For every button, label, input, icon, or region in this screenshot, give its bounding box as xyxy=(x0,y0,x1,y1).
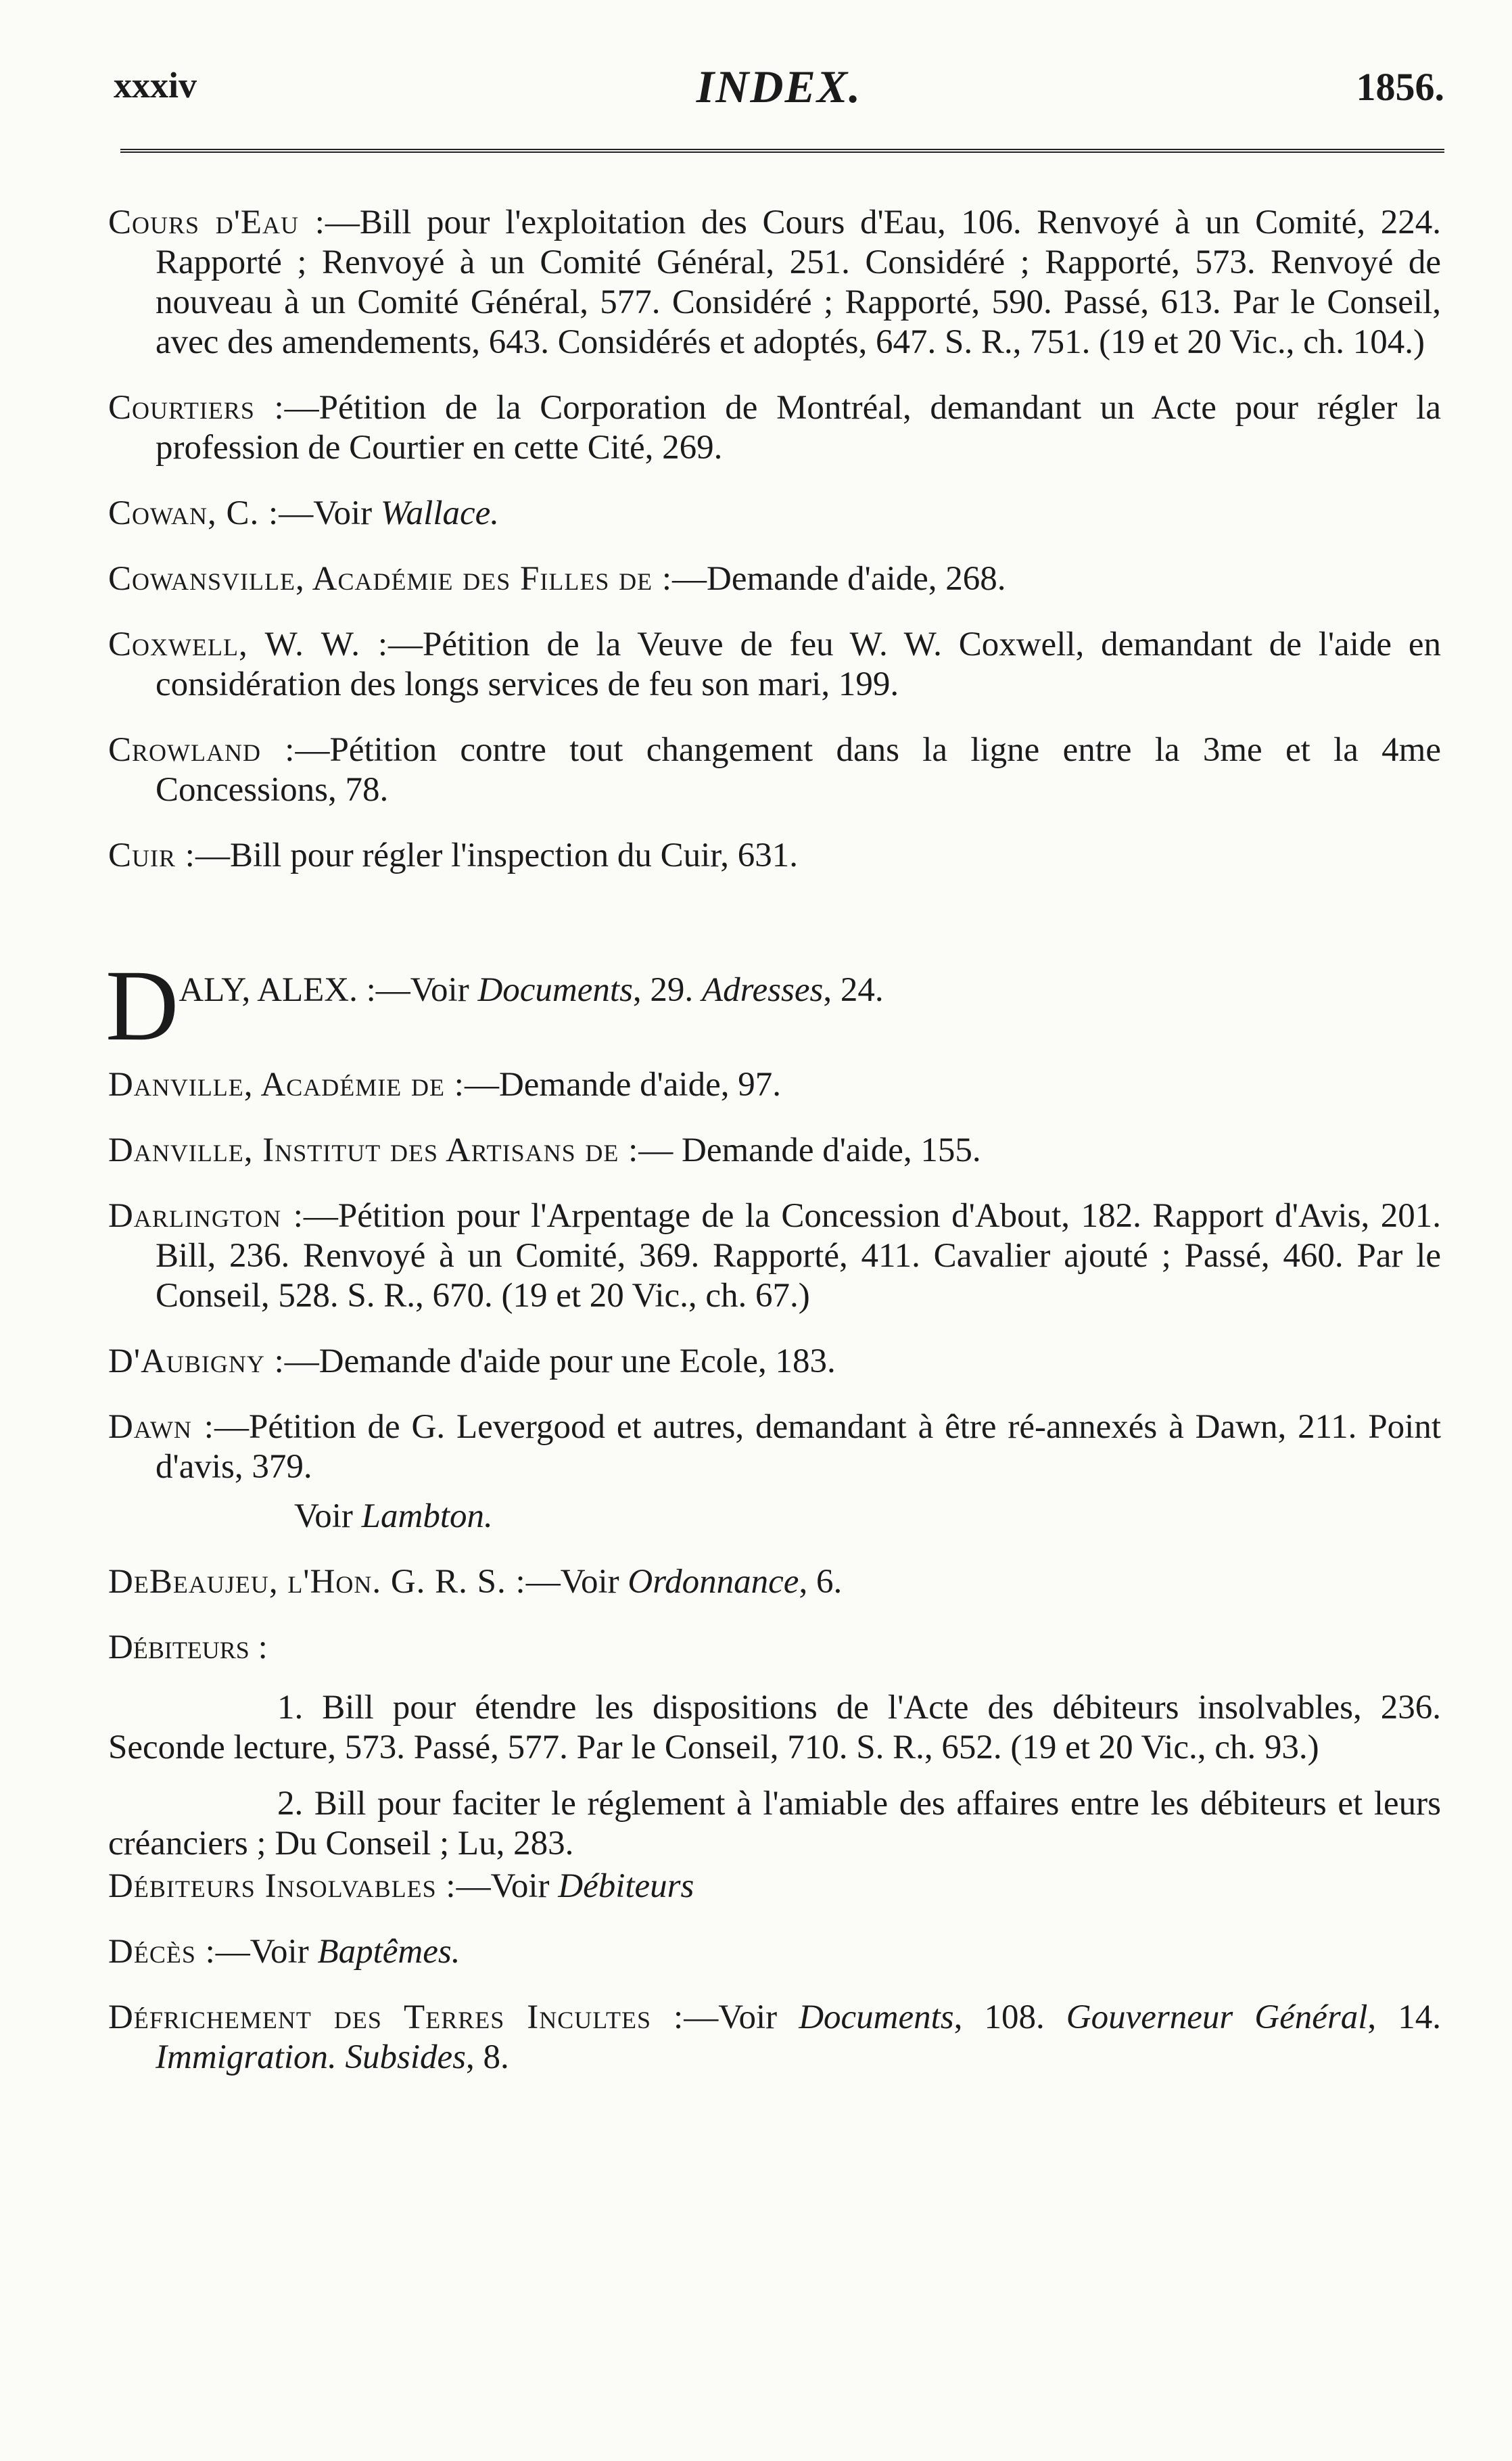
entry-deces: Décès :—Voir Baptêmes. xyxy=(108,1933,460,1971)
entry-dawn-voir: Voir Lambton. xyxy=(294,1497,493,1535)
entry-coxwell: Coxwell, W. W. :—Pétition de la Veuve de feu W. W. Coxwell, demandant de l'aide en considération des longs services de feu son mari, 199. xyxy=(108,626,1441,703)
entry-courtiers: Courtiers :—Pétition de la Corporation de Montréal, demandant un Acte pour régler la profession de Courtier en cette Cité, 269. xyxy=(108,389,1441,467)
entry-cowan: Cowan, C. :—Voir Wallace. xyxy=(108,494,500,532)
entry-danville-institut: Danville, Institut des Artisans de :— Demande d'aide, 155. xyxy=(108,1131,981,1169)
entry-crowland: Crowland :—Pétition contre tout changement dans la ligne entre la 3me et la 4me Concessions, 78. xyxy=(108,731,1441,809)
header-rule xyxy=(120,149,1444,155)
debiteurs-heading: Débiteurs : xyxy=(108,1628,268,1666)
page-number: xxxiv xyxy=(114,65,197,106)
drop-cap: D xyxy=(105,950,179,1062)
page-title: INDEX. xyxy=(696,61,862,112)
entry-cowansville: Cowansville, Académie des Filles de :—Demande d'aide, 268. xyxy=(108,560,1006,598)
entry-debiteurs-insolvables: Débiteurs Insolvables :—Voir Débiteurs xyxy=(108,1867,694,1905)
entry-daly: DALY, ALEX. :—Voir Documents, 29. Adresses, 24. xyxy=(105,950,884,1062)
entry-debeaujeu: DeBeaujeu, l'Hon. G. R. S. :—Voir Ordonnance, 6. xyxy=(108,1563,843,1601)
entry-cours-d-eau: Cours d'Eau :—Bill pour l'exploitation des Cours d'Eau, 106. Renvoyé à un Comité, 224. Rapporté ; Renvoyé à un Comité Général, 251. Considéré ; Rapporté, 573. Renvoyé de nouveau à un Comité Général, 577. Considéré ; Rapporté, 590. Passé, 613. Par le Conseil, avec des amendements, 643. Considérés et adoptés, 647. S. R., 751. (19 et 20 Vic., ch. 104.) xyxy=(108,204,1441,361)
debiteurs-item-1: 1. Bill pour étendre les dispositions de l'Acte des débiteurs insolvables, 236. Seconde lecture, 573. Passé, 577. Par le Conseil, 710. S. R., 652. (19 et 20 Vic., ch. 93.) xyxy=(108,1689,1441,1766)
entry-dawn: Dawn :—Pétition de G. Levergood et autres, demandant à être ré-annexés à Dawn, 211. Point d'avis, 379. xyxy=(108,1408,1442,1486)
entry-cuir: Cuir :—Bill pour régler l'inspection du Cuir, 631. xyxy=(108,837,798,874)
index-body xyxy=(105,203,1442,2103)
page-year: 1856. xyxy=(1356,65,1444,109)
page-header xyxy=(114,61,1444,125)
entry-danville-academie: Danville, Académie de :—Demande d'aide, 97. xyxy=(108,1066,781,1104)
entry-d-aubigny: D'Aubigny :—Demande d'aide pour une Ecole, 183. xyxy=(108,1342,836,1380)
entry-darlington: Darlington :—Pétition pour l'Arpentage de la Concession d'About, 182. Rapport d'Avis, 201. Bill, 236. Renvoyé à un Comité, 369. Rapporté, 411. Cavalier ajouté ; Passé, 460. Par le Conseil, 528. S. R., 670. (19 et 20 Vic., ch. 67.) xyxy=(108,1197,1441,1315)
debiteurs-item-2: 2. Bill pour faciter le réglement à l'amiable des affaires entre les débiteurs et leurs créanciers ; Du Conseil ; Lu, 283. xyxy=(108,1785,1441,1862)
entry-defrichement: Défrichement des Terres Incultes :—Voir Documents, 108. Gouverneur Général, 14. Immigration. Subsides, 8. xyxy=(108,1998,1441,2076)
